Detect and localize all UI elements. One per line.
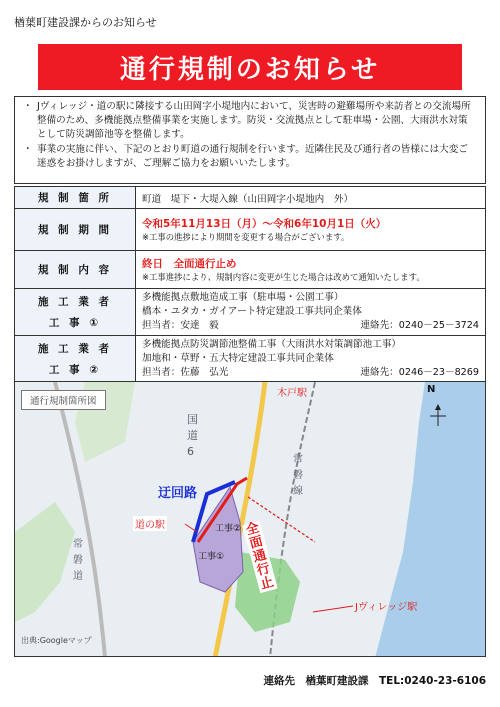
period-value: 令和5年11月13日（月）～令和6年10月1日（火） xyxy=(142,218,387,230)
contractor-1-manager: 担当者：安達 毅 xyxy=(142,320,219,331)
intro-paragraph-1: Jヴィレッジ・道の駅に隣接する山田岡字小堤地内において、災害時の避難場所や来訪者との交流場所整備のため、多機能拠点整備事業を実施します。防災・交流拠点として駐車場・公園、大雨洪水対策として防災調節池等を整備します。 xyxy=(37,101,471,141)
work-2-label: 工事② xyxy=(215,524,242,534)
contractor-2-phone: 連絡先：0246－23－8269 xyxy=(360,367,479,378)
contractor-1-sub: 工 事 ① xyxy=(48,317,102,329)
location-value: 町道 堤下・大堤入線（山田岡字小堤地内 外） xyxy=(136,187,486,209)
period-note: ※工事の進捗により期間を変更する場合がございます。 xyxy=(142,232,350,242)
title-banner xyxy=(38,44,462,90)
contractor-2-project: 多機能拠点防災調節池整備工事（大雨洪水対策調節池工事） xyxy=(142,339,402,350)
closure-label: 全面通行止 xyxy=(242,521,278,593)
intro-box xyxy=(14,96,486,184)
contractor-2-title: 施 工 業 者 xyxy=(38,343,112,355)
joban-line-label: 常磐線 xyxy=(293,454,303,497)
contractor-1-company: 橋本・ユタカ・ガイアート特定建設工事共同企業体 xyxy=(142,306,362,317)
contractor-1-project: 多機能拠点敷地造成工事（駐車場・公園工事） xyxy=(142,292,344,303)
footer-contact: 連絡先 楢葉町建設課 TEL:0240-23-6106 xyxy=(263,675,486,687)
detour-label: 迂回路 xyxy=(158,486,198,501)
intro-paragraph-2: 事業の実施に伴い、下記のとおり町道の通行規制を行います。近隣住民及び通行者の皆様には大変ご迷惑をお掛けしますが、ご理解ご協力をお願いいたします。 xyxy=(37,143,468,169)
jvillage-label: Jヴィレッジ駅 xyxy=(355,602,418,613)
contractor-2-manager: 担当者：佐藤 弘光 xyxy=(142,367,229,378)
bullet: ・ xyxy=(23,143,33,155)
contractor-1-label xyxy=(15,289,136,336)
contractor-1-phone: 連絡先：0240－25－3724 xyxy=(360,320,479,331)
contractor-2-company: 加地和・草野・五大特定建設工事共同企業体 xyxy=(142,353,334,364)
header-note: 楢葉町建設課からのお知らせ xyxy=(14,16,157,29)
content-note: ※工事進捗により、規制内容に変更が生じた場合は改めて通知いたします。 xyxy=(142,272,425,282)
map-source: 出典:Googleマップ xyxy=(21,636,92,645)
page-title: 通行規制のお知らせ xyxy=(119,54,381,85)
work-1-label: 工事① xyxy=(198,552,225,562)
content-value: 終日 全面通行止め xyxy=(142,258,237,270)
michi-no-eki-label: 道の駅 xyxy=(133,516,167,531)
contractor-2-label xyxy=(15,336,136,383)
map-graphic xyxy=(15,382,486,657)
joban-expressway-label: 常磐道 xyxy=(73,539,83,582)
contractor-1-title: 施 工 業 者 xyxy=(38,296,112,308)
bullet: ・ xyxy=(23,101,33,112)
regulation-map xyxy=(14,381,486,657)
regulation-table xyxy=(14,186,486,383)
north-label: N xyxy=(427,384,436,395)
contractor-2-sub: 工 事 ② xyxy=(48,364,102,376)
kiddo-station-label: 木戸駅 xyxy=(277,388,307,399)
period-label: 規 制 期 間 xyxy=(15,209,136,251)
route6-label: 国道6 xyxy=(187,413,198,458)
content-label: 規 制 内 容 xyxy=(15,251,136,289)
location-label: 規 制 箇 所 xyxy=(15,187,136,209)
map-title: 通行規制箇所図 xyxy=(21,390,106,410)
